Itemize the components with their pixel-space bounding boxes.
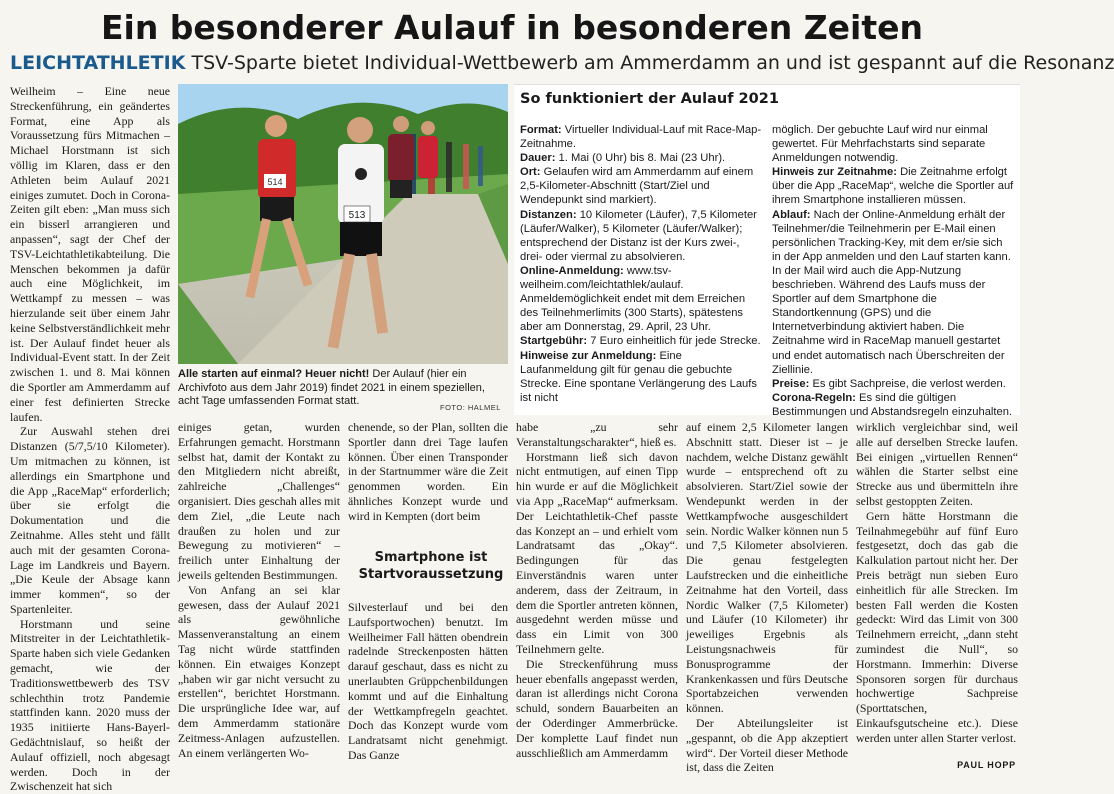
paragraph: habe „zu sehr Veranstaltungscharakter“, hieß es. [516, 420, 678, 449]
runners-illustration [178, 84, 508, 364]
paragraph: Gern hätte Horstmann die Teilnahmegebühr auf fünf Euro festgesetzt, doch das gab die Kalkulation partout nicht her. Der Preis beträgt nun sieben Euro einheitlich für alle Strecken. Im besten Fall werden die Kosten gedeckt: Wird das Limit von 300 Teilnehmern erreicht, „dann steht zumindest die Null“, so Horstmann. Immerhin: Diverse Sponsoren sorgen für durchaus hochwertige Sachpreise (Sporttatschen, Einkaufsgutscheine etc.). Diese werden unter allen Starter verlost. [856, 508, 1018, 745]
race-photo [178, 84, 508, 364]
paragraph: chenende, so der Plan, sollten die Sportler dann drei Tage laufen können. Über einen Transponder in der Startnummer wäre die Zeit genommen worden. Ein ähnliches Konzept wurde und wird in Kempten (dort beim [348, 420, 508, 523]
info-box-column-2 [772, 123, 1014, 419]
column-6 [856, 420, 1018, 758]
info-text: möglich. Der gebuchte Lauf wird nur einmal gewertet. Für Mehrfachstarts sind separate Anmeldungen notwendig. [772, 124, 988, 165]
subhead-text: TSV-Sparte bietet Individual-Wettbewerb am Ammerdamm an und ist gespannt auf die Resonanz [191, 52, 1114, 74]
info-label: Ablauf: [772, 208, 811, 221]
info-text: Eine Laufanmeldung gilt für genau die gebuchte Strecke. Eine spontane Verlängerung des Laufs ist nicht [520, 349, 757, 404]
bib-number: 513 [348, 210, 366, 221]
paragraph: Von Anfang an sei klar gewesen, dass der Aulauf 2021 als gewöhnliche Massenveranstaltung an einem Tag nicht würde stattfinden können. Ein etwaiges Konzept „haben wir gar nicht versucht zu erstellen“, berichtet Horstmann. Die ursprüngliche Idee war, auf dem Ammerdamm stationäre Zeitmess-Anlagen aufzustellen. An einem verlängerten Wo- [178, 582, 340, 760]
info-label: Hinweise zur Anmeldung: [520, 349, 657, 362]
info-text: Gelaufen wird am Ammerdamm auf einem 2,5-Kilometer-Abschnitt (Start/Ziel und Wendepunkt sind markiert). [520, 166, 754, 207]
paragraph: wirklich vergleichbar sind, weil alle auf derselben Strecke laufen. Bei einigen „virtuellen Rennen“ wählen die Starter selbst eine Strecke aus und übermitteln ihre selbst gestoppten Zeiten. [856, 420, 1018, 508]
caption-lead: Alle starten auf einmal? Heuer nicht! [178, 368, 370, 380]
column-2 [178, 420, 340, 766]
info-box [514, 84, 1020, 418]
info-text: Nach der Online-Anmeldung erhält der Teilnehmer/die Teilnehmerin per E-Mail einen persönlichen Tracking-Key, mit dem er/sie sich in der App anmelden und den Lauf starten kann. In der Mail wird auch die App-Nutzung beschrieben. Während des Laufs muss der Sportler auf dem Smartphone die Standortkennung (GPS) und die Internetverbindung aktiviert haben. Die Zeitnahme wird in RaceMap manuell gestartet und endet automatisch nach Überschreiten der Ziellinie. [772, 208, 1011, 376]
paragraph: Der Abteilungsleiter ist „gespannt, ob die App akzeptiert wird“. Der Vorteil dieser Methode ist, dass die Zeiten [686, 715, 848, 775]
info-text: 10 Kilometer (Läufer), 7,5 Kilometer (Läufer/Walker), 5 Kilometer (Läufer/Walker); entsprechend der Distanz ist der Kurs zwei-, drei- oder viermal zu absolvieren. [520, 208, 757, 263]
info-box-column-1 [520, 123, 762, 405]
caption-text: Der Aulauf (hier ein Archivfoto aus dem Jahr 2019) findet 2021 in einem speziellen, acht Tage umfassenden Format statt. [178, 368, 485, 407]
info-text: 7 Euro einheitlich für jede Strecke. [590, 335, 761, 348]
paragraph: Silvesterlauf und bei den Laufsportwochen) benutzt. Im Weilheimer Fall hätten obendrein radelnde Streckenposten hätten darauf geschaut, dass es nicht zu unerlaubten Grüppchenbildungen kommt und auf die Einhaltung der Wettkampfregeln geachtet. Doch das Konzept wurde vom Landratsamt nicht genehmigt. Das Ganze [348, 600, 508, 762]
info-label: Distanzen: [520, 208, 577, 221]
paragraph: Horstmann ließ sich davon nicht entmutigen, auf einen Tipp hin wurde er auf die Möglichkeit via App „RaceMap“ aufmerksam. Der Leichtathletik-Chef passte das Konzept an – und erhielt vom Landratsamt das „Okay“. Bedingungen für das Einverständnis waren unter anderem, dass der Zeitraum, in dem die Sportler antreten können, ausgedehnt werden müsse und dass ein Limit von 300 Teilnehmern gelte. [516, 449, 678, 656]
author-byline: PAUL HOPP [957, 760, 1016, 770]
info-label: Ort: [520, 166, 541, 179]
info-label: Preise: [772, 377, 810, 390]
paragraph: Horstmann und seine Mitstreiter in der Leichtathletik-Sparte haben sich viele Gedanken gemacht, wie der Traditionswettbewerb des TSV schlechthin trotz Pandemie stattfinden kann. 2020 muss der 1935 initiierte Hans-Bayerl-Gedächtnislauf, so heißt der Aulauf offiziell, noch abgesagt werden. Doch in der Zwischenzeit hat sich [10, 616, 170, 794]
info-box-title: So funktioniert der Aulauf 2021 [520, 91, 779, 107]
paragraph: Zur Auswahl stehen drei Distanzen (5/7,5/10 Kilometer). Um mitmachen zu können, ist allerdings ein Smartphone und die App „RaceMap“ erforderlich; über sie erfolgt die Dokumentation und die Zeitnahme. Alles steht und fällt auch mit der gesamten Corona-Lage im Landkreis und Bayern. „Die Keule der Absage kann immer kommen“, so der Spartenleiter. [10, 424, 170, 616]
section-kicker: LEICHTATHLETIK [10, 52, 186, 74]
bib-number: 514 [267, 177, 283, 187]
info-label: Startgebühr: [520, 335, 588, 348]
column-3-top [348, 420, 508, 540]
paragraph: auf einem 2,5 Kilometer langen Abschnitt statt. Dieser ist – je nachdem, welche Distanz gewählt wurde – entsprechend oft zu absolvieren. Start/Ziel sowie der Wendepunkt werden in der Wettkampfwoche ausgeschildert sein. Nordic Walker können nun 5 und 7,5 Kilometer absolvieren. Die genau festgelegten Laufstrecken und die einheitliche Zeitnahme hat den Vorteil, dass Nordic Walker (7,5 Kilometer) und Läufer (10 Kilometer) ihr jeweiliges Ergebnis als Leistungsnachweis für Bonusprogramme der Krankenkassen und fürs Deutsche Sportabzeichen verwenden können. [686, 420, 848, 716]
info-text: Es gibt Sachpreise, die verlost werden. [812, 377, 1006, 390]
article-subhead [10, 50, 1114, 76]
info-label: Corona-Regeln: [772, 391, 856, 404]
article-headline: Ein besonderer Aulauf in besonderen Zeiten [100, 8, 924, 47]
info-label: Online-Anmeldung: [520, 264, 624, 277]
info-label: Format: [520, 124, 562, 136]
column-1 [10, 84, 170, 794]
column-5 [686, 420, 848, 775]
lead-paragraph: Weilheim – Eine neue Streckenführung, ein geändertes Format, eine App als Voraussetzung fürs Mitmachen – Michael Horstmann ist sich völlig im Klaren, dass er den Athleten beim Aulauf 2021 einiges zumutet. Doch in Corona-Zeiten gilt eben: „Man muss sich ein bisserl arrangieren und anpassen“, sagt der Chef der TSV-Leichtathletikabteilung. Die Menschen bekommen ja dafür auch eine Möglichkeit, im Wettkampf zu messen – was hierzulande seit über einem Jahr keine Selbstverständlichkeit mehr ist. Der Aulauf findet heuer als Individual-Event statt. In der Zeit zwischen 1. und 8. Mai können die Sportler am Ammerdamm auf einer fest definierten Strecke laufen. [10, 84, 170, 424]
info-label: Hinweis zur Zeitnahme: [772, 166, 897, 179]
info-text: www.tsv-weilheim.com/leichtathlek/aulauf. Anmeldemöglichkeit endet mit dem Erreichen des Teilnehmerlimits (300 Starts), spätestens aber am Donnerstag, 29. April, 23 Uhr. [520, 264, 746, 334]
crosshead: Smartphone ist Startvoraussetzung [358, 550, 504, 582]
column-3-bottom [348, 600, 508, 766]
info-label: Dauer: [520, 152, 556, 165]
photo-credit: FOTO: HALMEL [440, 403, 501, 412]
info-text: Die Zeitnahme erfolgt über die App „RaceMap“, welche die Sportler auf ihrem Smartphone installieren müssen. [772, 166, 1014, 207]
info-text: Es sind die gültigen Bestimmungen und Abstandsregeln einzuhalten. [772, 391, 1013, 418]
info-text: 1. Mai (0 Uhr) bis 8. Mai (23 Uhr). [558, 152, 726, 165]
paragraph: Die Streckenführung muss heuer ebenfalls angepasst werden, daran ist allerdings nicht Corona schuld, sondern Bauarbeiten an der Oderdinger Ammerbrücke. Der komplette Lauf findet nun ausschließlich am Ammerdamm [516, 656, 678, 760]
column-4 [516, 420, 678, 766]
paragraph: einiges getan, wurden Erfahrungen gemacht. Horstmann selbst hat, damit der Kontakt zu den Mitgliedern nicht abreißt, zahlreiche „Challenges“ organisiert. Dies geschah alles mit dem Ziel, „die Leute nach draußen zu holen und zur Bewegung zu motivieren“ – freilich unter Einhaltung der jeweils geltenden Bestimmungen. [178, 420, 340, 582]
info-text: Virtueller Individual-Lauf mit Race-Map-Zeitnahme. [520, 124, 762, 151]
